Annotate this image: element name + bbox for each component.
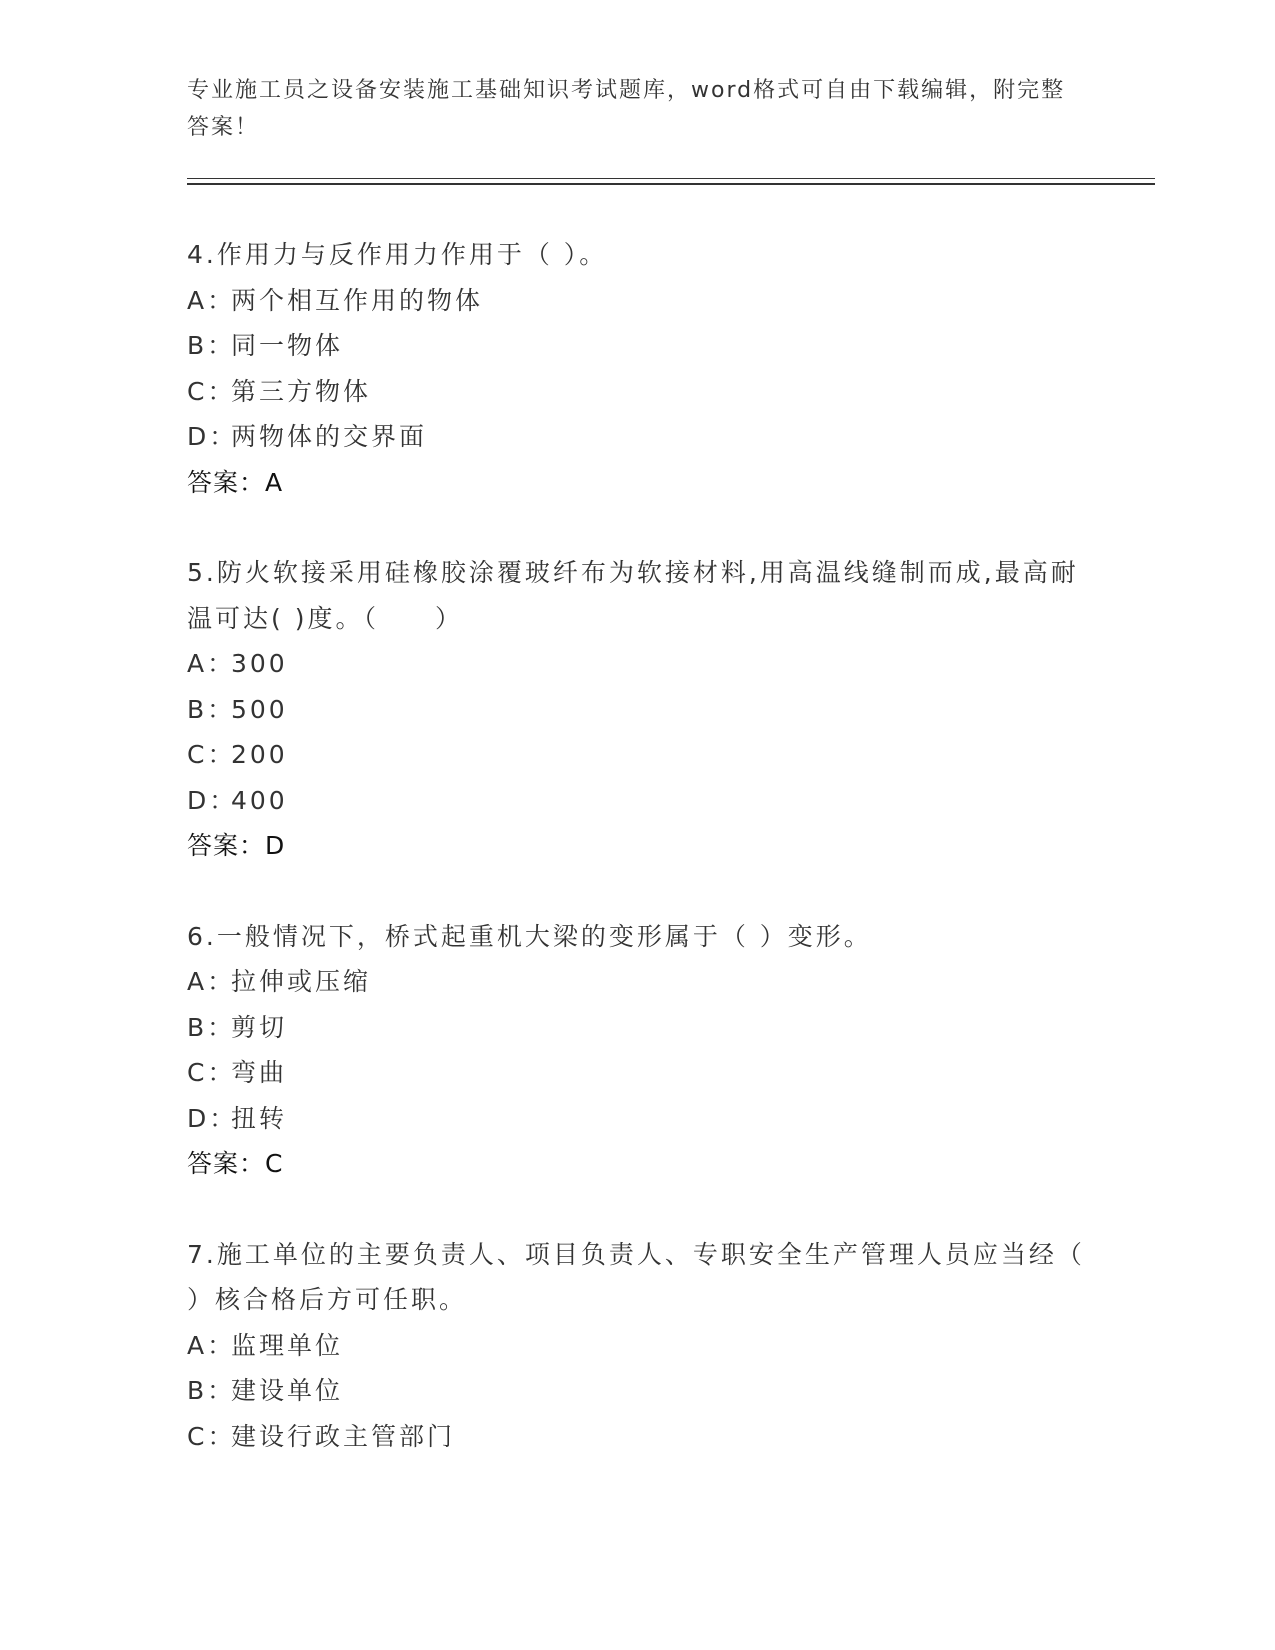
option-letter: B： (187, 694, 236, 724)
option-c (187, 1050, 1087, 1096)
option-text: 400 (231, 785, 288, 815)
option-b (187, 323, 1087, 369)
option-letter: C： (187, 376, 236, 406)
option-text: 两个相互作用的物体 (231, 285, 484, 315)
option-b (187, 1368, 1087, 1414)
question-stem: 7.施工单位的主要负责人、项目负责人、专职安全生产管理人员应当经（ ）核合格后方可任职。 (187, 1239, 1085, 1314)
option-letter: D： (187, 785, 238, 815)
option-letter: C： (187, 1421, 236, 1451)
option-letter: A： (187, 1330, 236, 1360)
option-text: 建设单位 (231, 1376, 344, 1405)
option-text: 200 (231, 740, 288, 769)
question-5 (187, 550, 1087, 869)
question-7 (187, 1232, 1087, 1460)
option-letter: C： (187, 1058, 236, 1087)
option-letter: D： (187, 1103, 238, 1133)
option-a (187, 278, 1087, 324)
question-4 (187, 232, 1087, 505)
option-letter: B： (187, 1376, 236, 1405)
option-text: 同一物体 (231, 331, 344, 360)
option-b (187, 687, 1087, 733)
answer-line: 答案：D (187, 831, 286, 860)
option-b (187, 1005, 1087, 1051)
option-text: 建设行政主管部门 (231, 1421, 456, 1451)
option-text: 两物体的交界面 (231, 422, 428, 451)
answer-line: 答案：C (187, 1149, 284, 1178)
option-letter: A： (187, 285, 236, 315)
question-stem: 6.一般情况下，桥式起重机大梁的变形属于（ ）变形。 (187, 921, 872, 951)
option-letter: A： (187, 967, 236, 996)
option-d (187, 414, 1087, 460)
option-letter: C： (187, 740, 236, 769)
option-c (187, 1414, 1087, 1460)
option-text: 扭转 (231, 1103, 288, 1133)
document-header: 专业施工员之设备安装施工基础知识考试题库，word格式可自由下载编辑，附完整答案！ (187, 78, 1066, 140)
option-text: 拉伸或压缩 (231, 967, 372, 996)
option-letter: B： (187, 331, 236, 360)
option-letter: B： (187, 1012, 236, 1042)
option-text: 监理单位 (231, 1330, 344, 1360)
option-d (187, 1096, 1087, 1142)
header-divider-bottom (187, 183, 1155, 185)
option-text: 弯曲 (231, 1058, 288, 1087)
question-stem: 5.防火软接采用硅橡胶涂覆玻纤布为软接材料,用高温线缝制而成,最高耐温可达( )度。（ ） (187, 558, 1079, 633)
option-d (187, 778, 1087, 824)
header-divider-top (187, 178, 1155, 179)
option-c (187, 369, 1087, 415)
option-a (187, 641, 1087, 687)
question-stem: 4.作用力与反作用力作用于（ ）。 (187, 240, 608, 269)
option-text: 第三方物体 (231, 376, 372, 406)
option-a (187, 959, 1087, 1005)
question-list (187, 232, 1087, 1504)
answer-line: 答案：A (187, 467, 284, 497)
option-letter: A： (187, 649, 236, 678)
option-a (187, 1323, 1087, 1369)
option-text: 300 (231, 649, 288, 678)
option-text: 剪切 (231, 1012, 288, 1042)
question-6 (187, 914, 1087, 1187)
option-letter: D： (187, 422, 238, 451)
option-c (187, 732, 1087, 778)
option-text: 500 (231, 694, 288, 724)
